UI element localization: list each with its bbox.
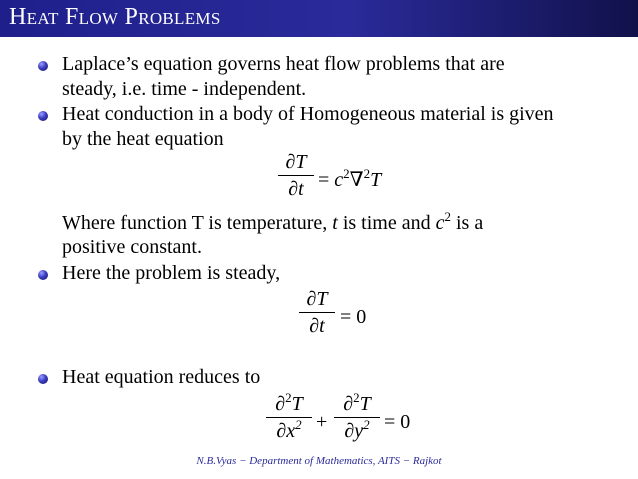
- bullet-icon: [38, 374, 48, 384]
- eq1-numerator: ∂T: [285, 151, 307, 173]
- fraction-bar: [334, 417, 380, 418]
- fraction-bar: [266, 417, 312, 418]
- eq2-denominator: ∂t: [309, 315, 325, 337]
- eq1-denominator: ∂t: [288, 178, 304, 200]
- eq2-numerator: ∂T: [306, 288, 328, 310]
- eq3-denominator-2: $\partial y^2$: [344, 417, 370, 442]
- where-text-b: is time and: [337, 212, 436, 234]
- heat-equation-rhs: [318, 168, 381, 192]
- bullet-2-line-1: Heat conduction in a body of Homogeneous material is given: [62, 103, 554, 125]
- nabla-symbol: ∇: [349, 169, 364, 191]
- where-line-2: positive constant.: [62, 236, 202, 258]
- plus-sign: +: [316, 411, 328, 433]
- steady-equation-rhs: = 0: [340, 306, 367, 328]
- slide-title: Heat Flow Problems: [9, 4, 221, 30]
- bullet-1-line-1: Laplace’s equation governs heat flow problems that are: [62, 53, 505, 75]
- footer-credit: N.B.Vyas − Department of Mathematics, AITS − Rajkot: [196, 455, 442, 467]
- title-bar: [0, 0, 638, 37]
- bullet-icon: [38, 111, 48, 121]
- bullet-icon: [38, 61, 48, 71]
- eq3-numerator-2: ∂$^2$T: [343, 390, 371, 415]
- bullet-4-line-1: Heat equation reduces to: [62, 366, 261, 388]
- bullet-1-line-2: steady, i.e. time - independent.: [62, 78, 307, 100]
- laplace-rhs: = 0: [384, 411, 411, 433]
- where-text-a: Where function T is temperature,: [62, 212, 333, 234]
- equals-sign: =: [318, 169, 330, 191]
- where-c-exponent: 2: [444, 209, 451, 224]
- bullet-icon: [38, 270, 48, 280]
- nabla-exponent: 2: [363, 166, 371, 181]
- where-var-c: c: [435, 212, 445, 234]
- steady-equation-fraction: [299, 287, 335, 338]
- eq3-numerator-1: ∂$^2$T: [275, 390, 303, 415]
- fraction-bar: [278, 175, 314, 176]
- fraction-bar: [299, 312, 335, 313]
- rhs-T: T: [370, 169, 382, 191]
- where-text-d: is a: [451, 212, 484, 234]
- where-var-t: t: [332, 212, 338, 234]
- where-line-1: [62, 211, 483, 235]
- bullet-2-line-2: by the heat equation: [62, 128, 224, 150]
- rhs-c-exponent: 2: [343, 166, 350, 181]
- laplace-fraction-y: [334, 392, 380, 443]
- bullet-3-line-1: Here the problem is steady,: [62, 262, 281, 284]
- eq3-denominator-1: $\partial x^2$: [276, 417, 302, 442]
- rhs-c: c: [334, 169, 344, 191]
- heat-equation-fraction: [278, 150, 314, 201]
- laplace-fraction-x: [266, 392, 312, 443]
